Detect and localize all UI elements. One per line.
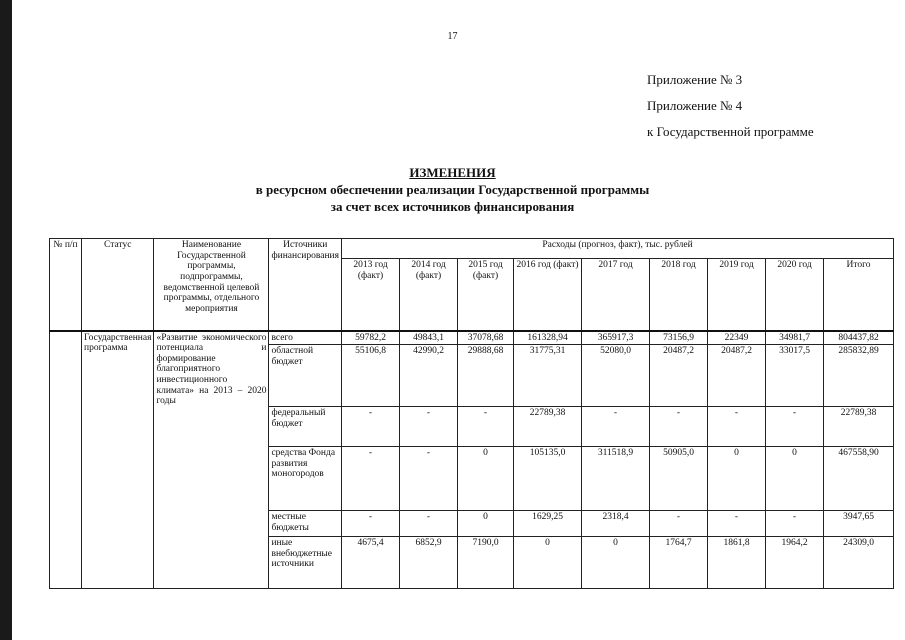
header-year: 2018 год — [650, 259, 708, 331]
document-title: ИЗМЕНЕНИЯ — [409, 165, 496, 180]
document-subtitle-1: в ресурсном обеспечении реализации Государственной программы — [255, 182, 650, 197]
value-cell: 29888,68 — [458, 345, 514, 407]
value-cell: 2318,4 — [582, 511, 650, 537]
source-cell: всего — [269, 331, 342, 345]
value-cell: 1629,25 — [514, 511, 582, 537]
total-cell: 22789,38 — [824, 407, 894, 447]
header-year: 2017 год — [582, 259, 650, 331]
source-cell: местные бюджеты — [269, 511, 342, 537]
value-cell: 22789,38 — [514, 407, 582, 447]
value-cell: 34981,7 — [766, 331, 824, 345]
value-cell: - — [650, 407, 708, 447]
table-row — [50, 331, 894, 345]
value-cell: 22349 — [708, 331, 766, 345]
value-cell: - — [400, 511, 458, 537]
value-cell: 0 — [514, 537, 582, 589]
header-year: 2020 год — [766, 259, 824, 331]
value-cell: - — [582, 407, 650, 447]
row-num-cell — [50, 331, 82, 589]
value-cell: 1964,2 — [766, 537, 824, 589]
source-cell: областной бюджет — [269, 345, 342, 407]
value-cell: - — [342, 407, 400, 447]
value-cell: 42990,2 — [400, 345, 458, 407]
value-cell: 37078,68 — [458, 331, 514, 345]
value-cell: - — [708, 511, 766, 537]
value-cell: 33017,5 — [766, 345, 824, 407]
value-cell: 59782,2 — [342, 331, 400, 345]
value-cell: 311518,9 — [582, 447, 650, 511]
resource-table — [49, 238, 894, 589]
attachment-line-3: к Государственной программе — [647, 124, 814, 139]
value-cell: 31775,31 — [514, 345, 582, 407]
value-cell: - — [766, 511, 824, 537]
value-cell: 73156,9 — [650, 331, 708, 345]
scan-dark-edge — [0, 0, 12, 640]
source-cell: средства Фонда развития моногородов — [269, 447, 342, 511]
header-name: Наименование Государственной программы, подпрограммы, ведомственной целевой программы, отдельного мероприятия — [154, 239, 269, 331]
value-cell: 20487,2 — [650, 345, 708, 407]
source-cell: иные внебюджетные источники — [269, 537, 342, 589]
program-name-cell: «Развитие экономического потенциала и формирование благоприятного инвестиционного климата» на 2013 – 2020 годы — [154, 331, 269, 589]
total-cell: 3947,65 — [824, 511, 894, 537]
value-cell: 7190,0 — [458, 537, 514, 589]
total-cell: 285832,89 — [824, 345, 894, 407]
value-cell: 50905,0 — [650, 447, 708, 511]
total-cell: 804437,82 — [824, 331, 894, 345]
value-cell: - — [458, 407, 514, 447]
attachment-line-1: Приложение № 3 — [647, 72, 743, 87]
header-year: 2013 год (факт) — [342, 259, 400, 331]
value-cell: 0 — [582, 537, 650, 589]
value-cell: 105135,0 — [514, 447, 582, 511]
value-cell: 4675,4 — [342, 537, 400, 589]
value-cell: - — [708, 407, 766, 447]
value-cell: 6852,9 — [400, 537, 458, 589]
value-cell: 55106,8 — [342, 345, 400, 407]
value-cell: 0 — [458, 511, 514, 537]
header-total: Итого — [824, 259, 894, 331]
value-cell: - — [766, 407, 824, 447]
value-cell: 0 — [766, 447, 824, 511]
header-year: 2015 год (факт) — [458, 259, 514, 331]
value-cell: 0 — [708, 447, 766, 511]
value-cell: - — [400, 407, 458, 447]
value-cell: - — [342, 511, 400, 537]
header-year: 2019 год — [708, 259, 766, 331]
value-cell: 1764,7 — [650, 537, 708, 589]
attachment-line-2: Приложение № 4 — [647, 98, 743, 113]
header-num: № п/п — [50, 239, 82, 331]
source-cell: федеральный бюджет — [269, 407, 342, 447]
value-cell: - — [650, 511, 708, 537]
value-cell: 52080,0 — [582, 345, 650, 407]
value-cell: 1861,8 — [708, 537, 766, 589]
header-year: 2016 год (факт) — [514, 259, 582, 331]
header-expenses: Расходы (прогноз, факт), тыс. рублей — [342, 239, 894, 259]
value-cell: - — [342, 447, 400, 511]
value-cell: - — [400, 447, 458, 511]
total-cell: 24309,0 — [824, 537, 894, 589]
total-cell: 467558,90 — [824, 447, 894, 511]
page-number: 17 — [447, 31, 458, 42]
header-source: Источники финансирования — [269, 239, 342, 331]
value-cell: 161328,94 — [514, 331, 582, 345]
document-subtitle-2: за счет всех источников финансирования — [330, 199, 575, 214]
value-cell: 49843,1 — [400, 331, 458, 345]
value-cell: 0 — [458, 447, 514, 511]
value-cell: 365917,3 — [582, 331, 650, 345]
header-year: 2014 год (факт) — [400, 259, 458, 331]
status-cell: Государственная программа — [82, 331, 154, 589]
value-cell: 20487,2 — [708, 345, 766, 407]
header-status: Статус — [82, 239, 154, 331]
